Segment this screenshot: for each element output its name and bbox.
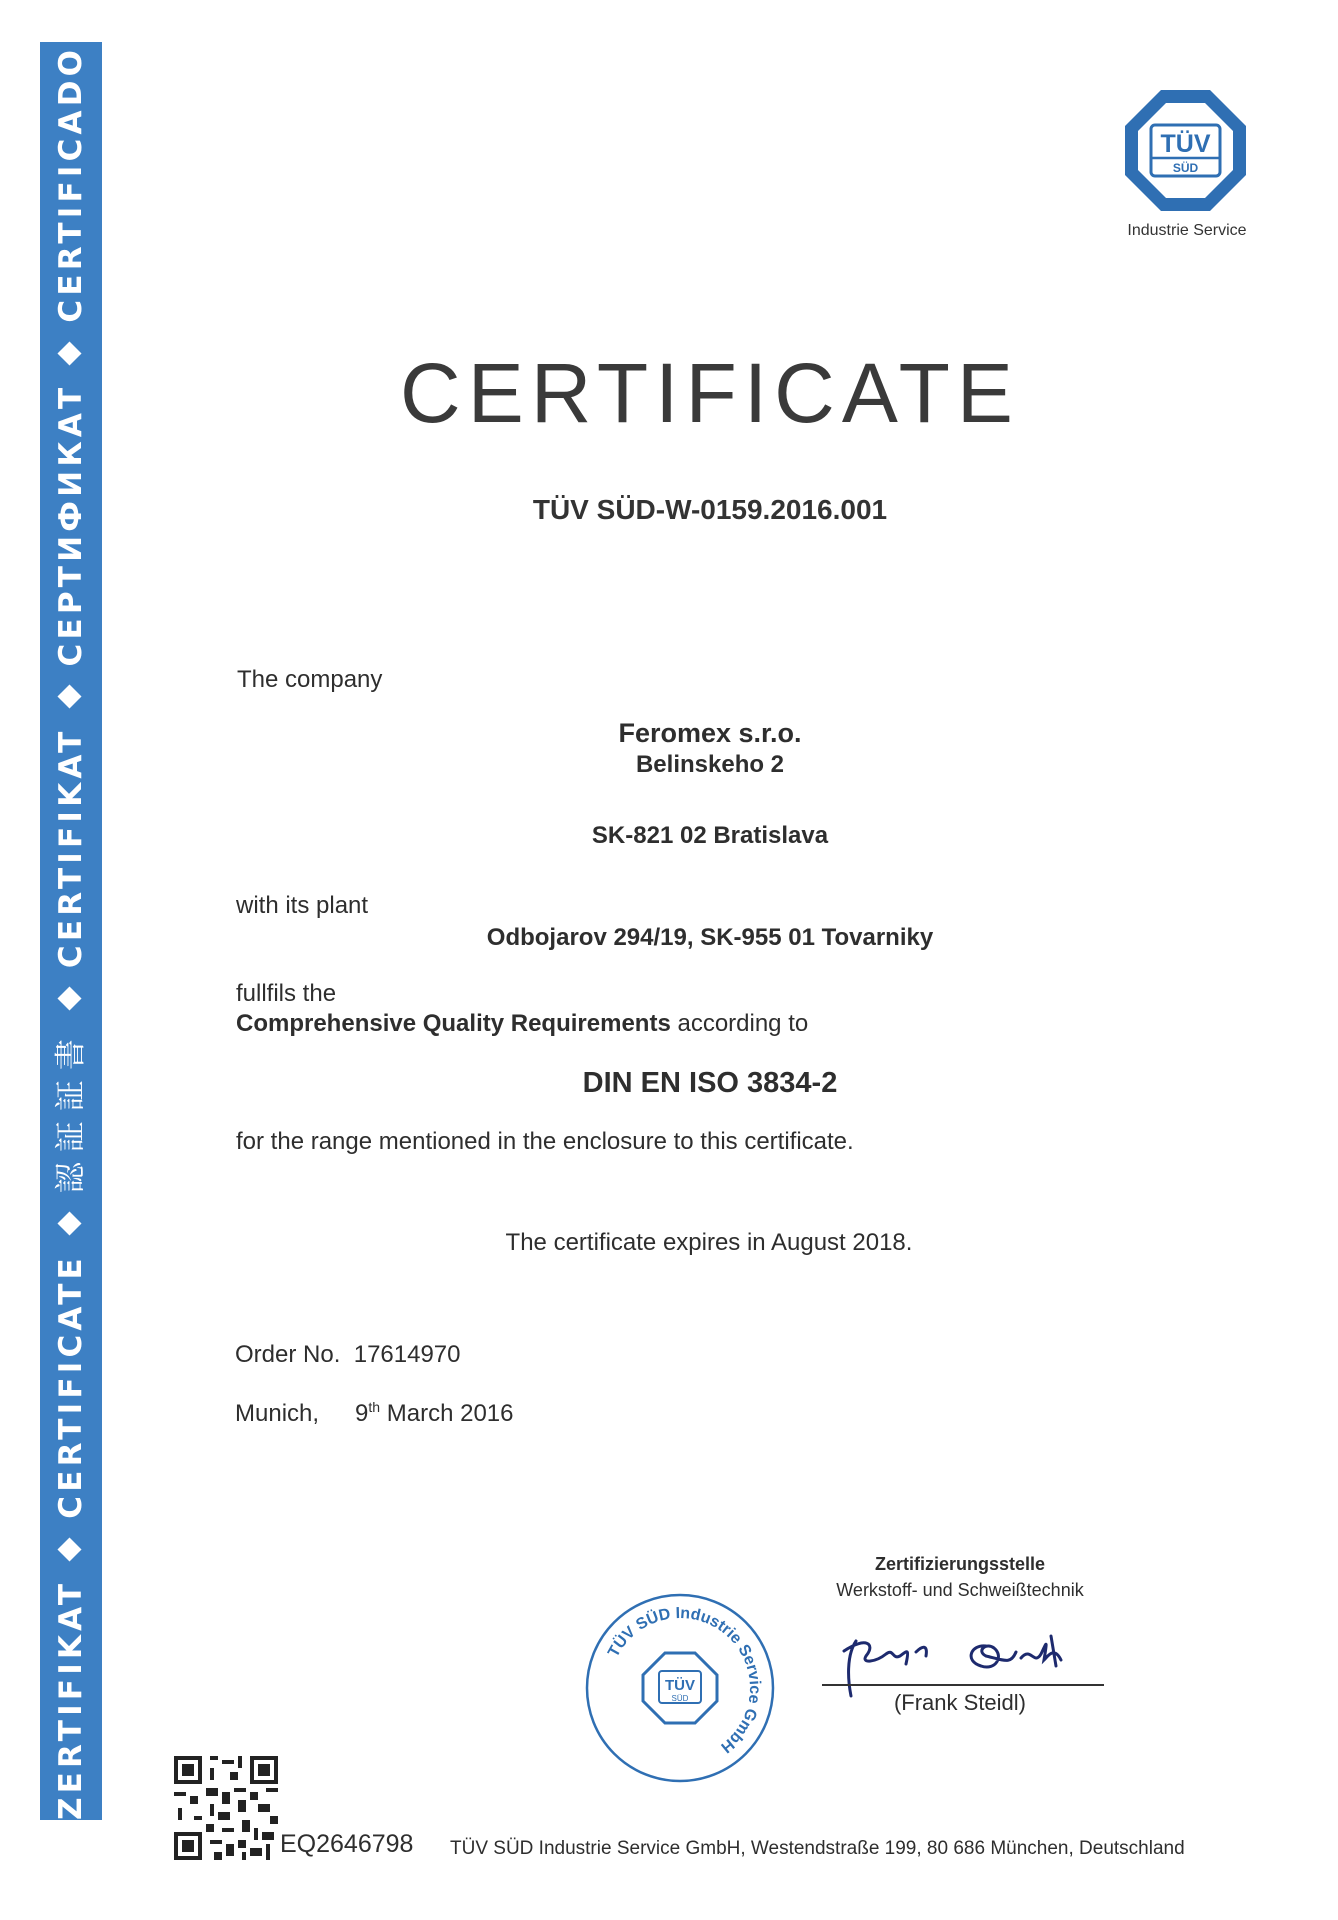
certifier-title: Zertifizierungsstelle [874,1554,1046,1574]
diamond-icon [57,3,81,27]
band-word: CERTIFICADO [53,45,89,323]
diamond-icon [57,1212,81,1236]
band-word: CERTIFICATE [53,1254,89,1519]
tuv-sud-logo-icon [1123,88,1248,213]
stamp-center-bottom: SÜD [671,1694,689,1703]
band-word: 認証証書 [53,1029,89,1194]
logo-caption: Industrie Service [1127,222,1247,239]
logo-bottom-text: SÜD [1172,161,1199,175]
diamond-icon [57,1537,81,1561]
certificate-number: TÜV SÜD-W-0159.2016.001 [532,494,888,525]
expiry-text: The certificate expires in August 2018. [505,1229,913,1256]
band-word: ZERTIFIKAT [53,1579,89,1820]
diamond-icon [57,341,81,365]
order-number: 17614970 [353,1341,461,1368]
footer-code: EQ2646798 [280,1830,414,1858]
page-title: CERTIFICATE [400,346,1020,440]
company-city: SK-821 02 Bratislava [591,822,829,849]
stamp-center-top: TÜV [665,1677,695,1694]
band-word: СЕРТИФИКАТ [53,383,89,667]
side-band-text [40,42,102,1820]
qr-code-icon [174,1756,278,1860]
order-line [235,1341,461,1369]
signature-line [822,1684,1104,1686]
diamond-icon [57,685,81,709]
requirement-name: Comprehensive Quality Requirements [236,1010,671,1037]
stamp-ring-text: TÜV SÜD Industrie Service GmbH [605,1604,764,1756]
issue-day-suffix: th [368,1399,381,1415]
company-stamp-icon [583,1591,777,1785]
issue-month-year: March 2016 [386,1400,514,1427]
band-word: CERTIFIKAT [53,727,89,969]
signatory-name: (Frank Steidl) [893,1690,1027,1715]
logo-top-text: TÜV [1160,130,1211,158]
company-name: Feromex s.r.o. [618,718,802,748]
footer-address: TÜV SÜD Industrie Service GmbH, Westendstraße 199, 80 686 München, Deutschland [450,1838,1185,1859]
requirement-suffix: according to [677,1010,809,1037]
issue-day: 9 [355,1400,369,1427]
standard: DIN EN ISO 3834-2 [582,1067,838,1099]
diamond-icon [57,987,81,1011]
company-street: Belinskeho 2 [635,751,785,778]
order-label: Order No. [235,1341,341,1368]
issue-place: Munich, [235,1400,320,1427]
plant-address: Odbojarov 294/19, SK-955 01 Tovarniky [486,924,934,951]
issue-line [235,1399,514,1428]
requirement-scope: for the range mentioned in the enclosure to this certificate. [236,1128,854,1155]
requirement-line [236,1010,808,1038]
company-intro: The company [237,666,383,693]
requirement-intro: fullfils the [236,980,337,1007]
plant-intro: with its plant [236,892,369,919]
certifier-department: Werkstoff- und Schweißtechnik [836,1580,1084,1600]
